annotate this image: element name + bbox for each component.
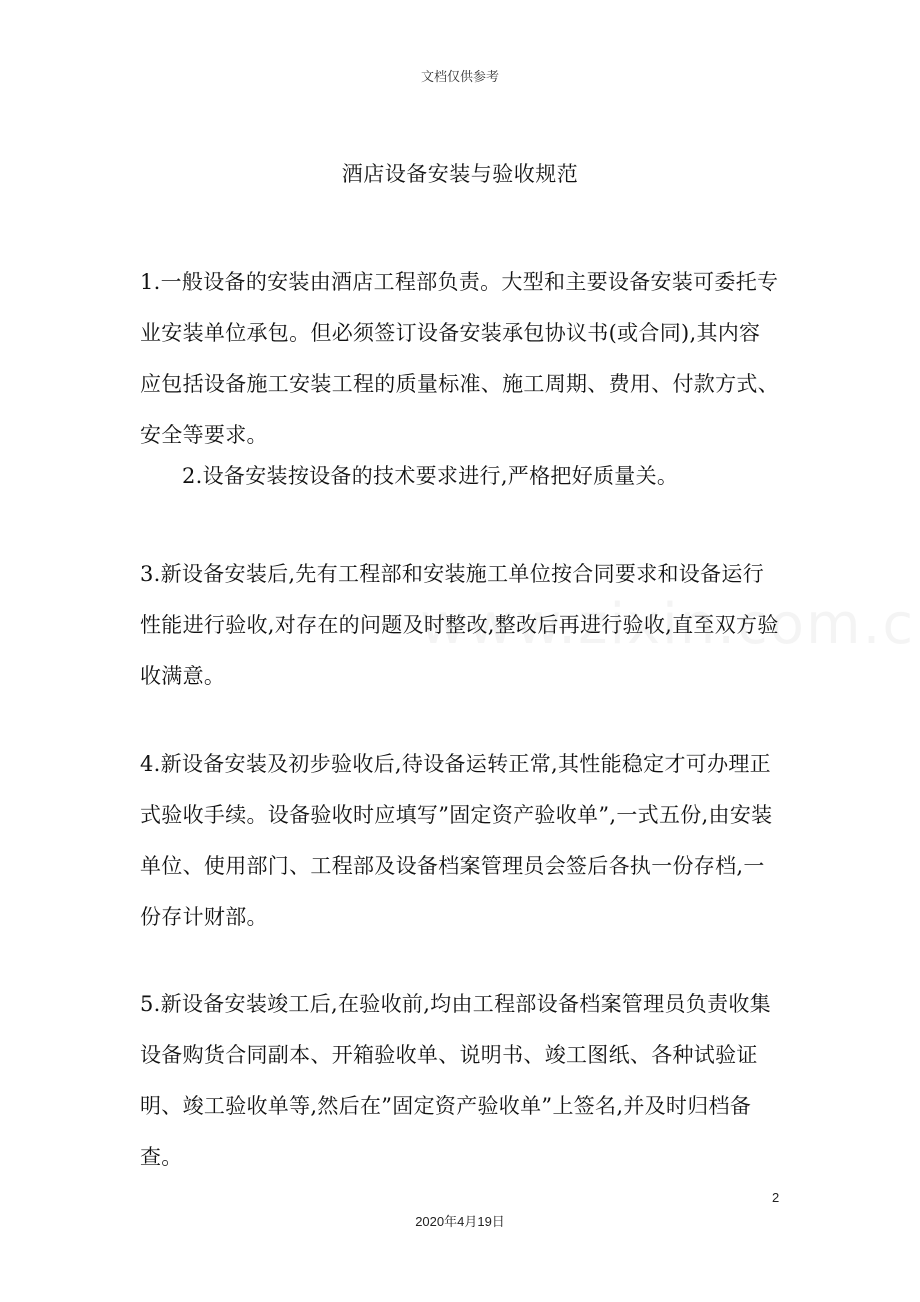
page-number: 2 [772, 1190, 780, 1205]
header-note: 文档仅供参考 [420, 70, 499, 85]
document-title: 酒店设备安装与验收规范 [341, 162, 579, 186]
paragraph-2: 2.设备安装按设备的技术要求进行,严格把好质量关。 [182, 464, 679, 488]
paragraph-4: 4.新设备安装及初步验收后,待设备运转正常,其性能稳定才可办理正式验收手续。设备验收时应填写”固定资产验收单”,一式五份,由安装单位、使用部门、工程部及设备档案管理员会签后各执一份存档,一份存计财部。 [140, 752, 773, 929]
footer-date: 2020年4月19日 [415, 1214, 505, 1229]
paragraph-1: 1.一般设备的安装由酒店工程部负责。大型和主要设备安装可委托专业安装单位承包。但必须签订设备安装承包协议书(或合同),其内容应包括设备施工安装工程的质量标准、施工周期、费用、付款方式、安全等要求。 [140, 270, 779, 447]
paragraph-3: 3.新设备安装后,先有工程部和安装施工单位按合同要求和设备运行性能进行验收,对存在的问题及时整改,整改后再进行验收,直至双方验收满意。 [140, 562, 779, 688]
paragraph-5: 5.新设备安装竣工后,在验收前,均由工程部设备档案管理员负责收集设备购货合同副本、开箱验收单、说明书、竣工图纸、各种试验证明、竣工验收单等,然后在”固定资产验收单”上签名,并及时归档备查。 [140, 992, 771, 1169]
